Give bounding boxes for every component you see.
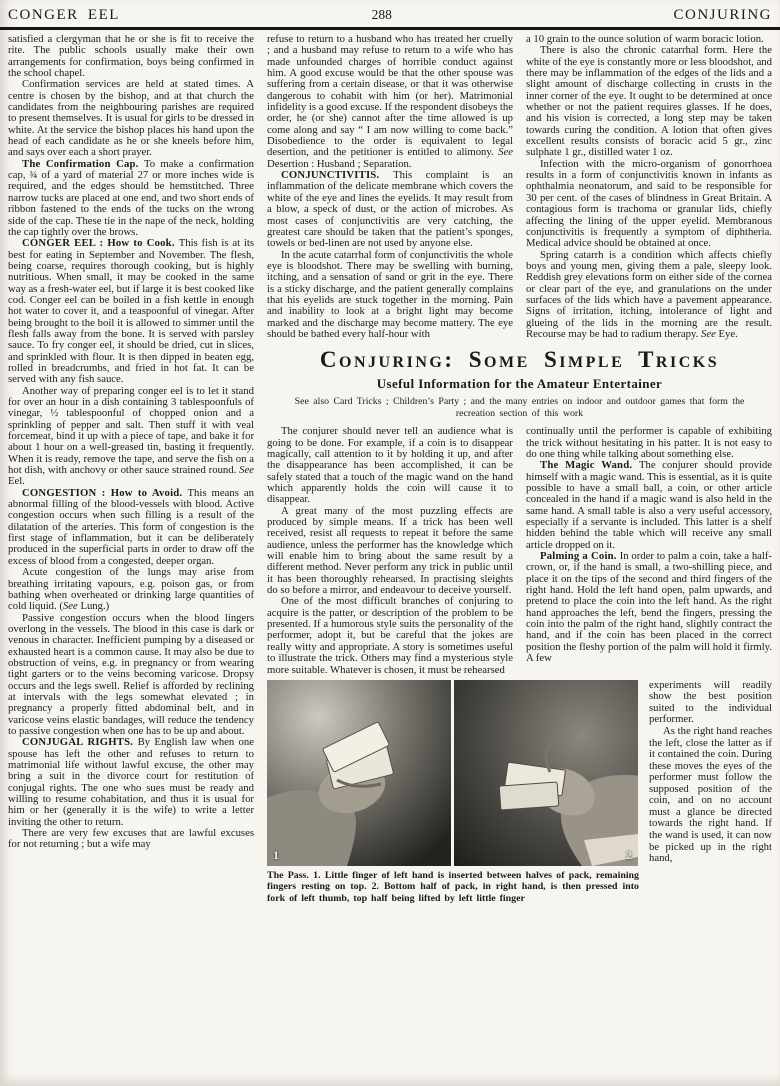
paragraph: There is also the chronic catarrhal form. Here the white of the eye is constantly more or less bloodshot, and there may be inflammation of the edges of the lids and a slight amount of discharge collecting in crusts in the inner corner of the eye. It ought to be determined at once whether or not the patient requires glasses. If he does, and his vision is corrected, a long step may be taken towards curing the condition. A lotion that often gives excellent results consists of boracic acid 5 gr., zinc sulphate 1 gr., distilled water 1 oz. — [526, 44, 772, 159]
figure-row — [267, 680, 772, 904]
photo-the-pass-1 — [267, 680, 451, 866]
entry-heading: CONGESTION : How to Avoid. — [22, 486, 188, 499]
figure-caption-text: 1. Little finger of left hand is inserted between halves of pack, remaining fingers resting on top. 2. Bottom half of pack, in right hand, is then pressed into fork of left thumb, top half being lifted by left little finger — [267, 869, 639, 904]
upper-two-columns — [267, 34, 772, 340]
paragraph: continually until the performer is capable of exhibiting the trick without hesitating in his patter. It is not easy to do one thing while talking about something else. — [526, 425, 772, 460]
hand-with-pack-illustration-1 — [267, 680, 451, 866]
column-right-region — [267, 34, 772, 1086]
section-subtitle: Useful Information for the Amateur Entertainer — [376, 376, 663, 392]
conjuring-side-column — [649, 680, 772, 904]
entry-heading: The Confirmation Cap. — [22, 157, 145, 170]
section-title: Conjuring: Some Simple Tricks — [319, 347, 720, 373]
paragraph: refuse to return to a husband who has treated her cruelly ; and a husband may refuse to return to a wife who has made unfounded charges of horrible conduct against him. A good excuse would be that the other spouse was suffering from a certain disease, or that it was otherwise dangerous to cohabit with him (or her). Matrimonial infidelity is a good excuse. If the respondent disobeys the order, he (or she) cannot after the time allowed is up come along and say “ I am now willing to come back.” Disobedience to the order is equivalent to legal desertion, and the petitioner is entitled to alimony. See Desertion : Husband ; Separation. — [267, 33, 513, 170]
entry-paragraph: CONJUGAL RIGHTS. By English law when one spouse has left the other and refuses to return to matrimonial life without lawful excuse, the other may bring a suit in the divorce court for restitution of conjugal rights. The one who sues must be ready and willing to resume cohabitation, and thus it is usual for him or her (generally it is the wife) to write a letter inviting the other to return. — [8, 736, 254, 828]
entry-paragraph: CONJUNCTIVITIS. This complaint is an inflammation of the delicate membrane which covers the white of the eye and lines the eyelids. It may result from a blow, a speck of dust, or the action of microbes. As most cases of conjunctivitis are very catching, the greatest care should be taken that the patient’s sponges, towels or bed-linen are not used by anyone else. — [267, 169, 513, 250]
photo-number-2: 2 — [626, 847, 632, 862]
paragraph: Acute congestion of the lungs may arise from breathing irritating vapours, e.g. poison gas, or from bathing when overheated or drinking large quantities of cold liquid. (See Lung.) — [8, 566, 254, 613]
header-right-title: CONJURING — [673, 6, 772, 23]
paragraph: Confirmation services are held at stated times. A centre is chosen by the bishop, and at that church the candidates from the neighbouring parishes are required to present themselves. It is usual for girls to be dressed in white. At the service the bishop places his hand upon the head of each candidate as he or she kneels before him, and says over each a short prayer. — [8, 78, 254, 159]
entry-heading: Palming a Coin. — [540, 550, 620, 563]
card-trick-figure — [267, 680, 639, 904]
page-header — [8, 4, 772, 26]
paragraph: The conjurer should never tell an audience what is going to be done. For example, if a coin is to disappear magically, call attention to it by holding it up, and after the disappearance has been accomplished, it can be safely stated that a touch of the magic wand on the hand which apparently holds the coin will cause it to disappear. — [267, 425, 513, 506]
conjuring-left-column — [267, 426, 513, 676]
entry-paragraph: Palming a Coin. In order to palm a coin, take a half-crown, or, if the hand is small, a two-shilling piece, and place it on the tips of the second and third fingers of the right hand. Hold the left hand open, palm upwards, and pretend to place the coin into the left hand. As the right hand approaches the left, bend the fingers, pressing the coin into the palm of the right hand, slightly contract the hand, and if the coin has been placed in the correct position the fleshy portion of the palm will hold it firmly. A few — [526, 550, 772, 665]
paragraph: a 10 grain to the ounce solution of warm boracic lotion. — [526, 33, 764, 45]
paragraph: Infection with the micro-organism of gonorrhoea results in a form of conjunctivitis known in infants as ophthalmia neonatorum, and said to be responsible for 30 per cent. of the cases of blindness in Great Britain. A contagious form is trachoma or granular lids, chiefly affecting the lining of the upper eyelid. Membranous conjunctivitis is frequently a symptom of diphtheria. Medical advice should be obtained at once. — [526, 157, 772, 250]
conjuring-right-column — [526, 426, 772, 676]
paragraph: Spring catarrh is a condition which affects chiefly boys and young men, giving them a pale, sleepy look. Reddish grey elevations form on either side of the cornea or clear part of the eye, and granulations on the under surfaces of the lids which have a pavement appearance. Signs of irritation, itching, intolerance of light and glueing of the lids in the morning are the result. Recourse may be had to radium therapy. See Eye. — [526, 248, 772, 340]
paragraph: There are very few excuses that are lawful excuses for not returning ; but a wife may — [8, 827, 254, 851]
paragraph: In the acute catarrhal form of conjunctivitis the whole eye is bloodshot. There may be swelling with burning, itching, and a sensation of sand or grit in the eye. There is a sticky discharge, and the patient generally complains that his eyelids are stuck together in the morning. Pain and inability to look at a bright light may become marked and the discharge may become mattery. The eye should be bathed every half-hour with — [267, 248, 513, 340]
photo-pair — [267, 680, 639, 866]
entry-paragraph: CONGESTION : How to Avoid. This means an abnormal filling of the blood-vessels with blood. Active congestion occurs when such filling is a result of the dilatation of the arteries. This form of congestion is the first stage of inflammation, but it can be deliberately produced in the superficial parts in order to draw off the excess of blood from a congested, deeper organ. — [8, 486, 254, 567]
entry-heading: CONGER EEL : How to Cook. — [22, 237, 179, 250]
entry-heading: CONJUNCTIVITIS. — [281, 169, 394, 182]
paragraph: experiments will readily show the best position suited to the individual performer. — [649, 678, 772, 726]
photo-number-1: 1 — [273, 847, 279, 862]
paragraph: A great many of the most puzzling effects are produced by simple means. If a trick has been well received, resist all requests to repeat it before the same audience, unless the performer has the knowledge which will enable him to bring about the same result by a different method. Never perform any trick in public until it has been thoroughly rehearsed. In practising sleights do so before a mirror, and endeavour to deceive yourself. — [267, 504, 513, 597]
entry-paragraph: The Confirmation Cap. To make a confirmation cap, ¾ of a yard of material 27 or more inches wide is required, and the edges should be hemstitched. Three narrow tucks are placed at one end, and two short ends of ribbon fastened to the ends of the tucks on the wrong side of the cap. These tie in the nape of the neck, holding the cap tightly over the brows. — [8, 157, 255, 238]
entry-paragraph: CONGER EEL : How to Cook. This fish is at its best for eating in September and November. The flesh, being coarse, requires thorough cooking, but is highly nutritious. When small, it may be cooked in the same way as a fresh-water eel, but if large it is best cooked like cod. Conger eel can be boiled in a fish kettle in enough hot water to cover it, and a teaspoonful of vinegar. After being brought to the boil it is allowed to simmer until the flesh falls away from the bone. It is served with parsley sauce. To fry conger eel, it should be dried, cut in slices, and sprinkled with flour. It is then dipped in beaten egg, rolled in breadcrumbs, and fried in hot fat. It can be served with any fish sauce. — [8, 237, 254, 386]
hand-with-pack-illustration-2 — [454, 680, 638, 866]
see-also-note: See also Card Tricks ; Children’s Party ; and the many entries on indoor and outdoor games that form the recreation section of this work — [294, 396, 745, 419]
page-number: 288 — [371, 7, 392, 22]
paragraph: As the right hand reaches the left, close the latter as if it contained the coin. During these moves the eyes of the performer must follow the supposed position of the coin, and on no account must a glance be directed towards the right hand. If the wand is used, it can now be picked up in the right hand, — [649, 725, 772, 865]
paragraph: satisfied a clergyman that he or she is fit to receive the rite. The public schools usually make their own arrangements for confirmation, boys being confirmed in the school chapel. — [8, 33, 254, 80]
header-left-title: CONGER EEL — [8, 6, 120, 23]
entry-heading: CONJUGAL RIGHTS. — [22, 736, 138, 749]
paragraph: Another way of preparing conger eel is to let it stand for over an hour in a dish containing 3 tablespoonfuls of vinegar, ½ tablespoonful of chopped onion and a sprinkling of pepper and salt. Then stuff it with veal forcemeat, bind it up with a piece of tape, and bake it for about 1 hour on a well-greased tin, basting it frequently. When it is ready, remove the tape, and serve the fish on a hot dish, with anchovy or other sauce strained round. See Eel. — [8, 384, 254, 488]
entry-paragraph: The Magic Wand. The conjurer should provide himself with a magic wand. This is essential, as it is quite possible to have a small ball, a coin, or other article concealed in the hand if a magic wand is also held in the same hand. A small table is also a very useful accessory, especially if a servante is included. This latter is a shelf hidden behind the table which will receive any small article dropped on it. — [526, 459, 772, 551]
paragraph: One of the most difficult branches of conjuring to acquire is the patter, or description of the problem to be presented. If a humorous style suits the personality of the performer, adopt it, but be careful that the jokes are really witty and appropriate. A story is sometimes useful to illustrate the trick. Others may find a mysterious style more suitable. Whatever is chosen, it must be rehearsed — [267, 595, 513, 676]
page-body — [8, 34, 772, 1086]
conjuring-section — [267, 345, 772, 904]
column-middle — [267, 34, 513, 340]
header-rule — [0, 27, 780, 30]
conjuring-two-columns — [267, 426, 772, 676]
photo-the-pass-2 — [454, 680, 638, 866]
figure-caption-lead: The Pass. — [267, 869, 309, 881]
paragraph: Passive congestion occurs when the blood lingers overlong in the vessels. The blood in this case is dark or venous in character. Inefficient pumping by a diseased or exhausted heart is a common cause. It may also be due to obstruction of veins, e.g. in pregnancy or from wearing tight garters or to the veins becoming varicose. Dropsy occurs and the legs swell. Relief is afforded by reclining at intervals with the legs somewhat elevated ; in pregnancy a properly fitted abdominal belt, and in varicose veins elastic bandages, will reduce the tendency to passive congestion when one has to be up and about. — [8, 611, 254, 737]
entry-heading: The Magic Wand. — [540, 459, 639, 472]
column-right — [526, 34, 772, 340]
figure-caption — [267, 870, 639, 904]
column-left — [8, 34, 254, 1086]
